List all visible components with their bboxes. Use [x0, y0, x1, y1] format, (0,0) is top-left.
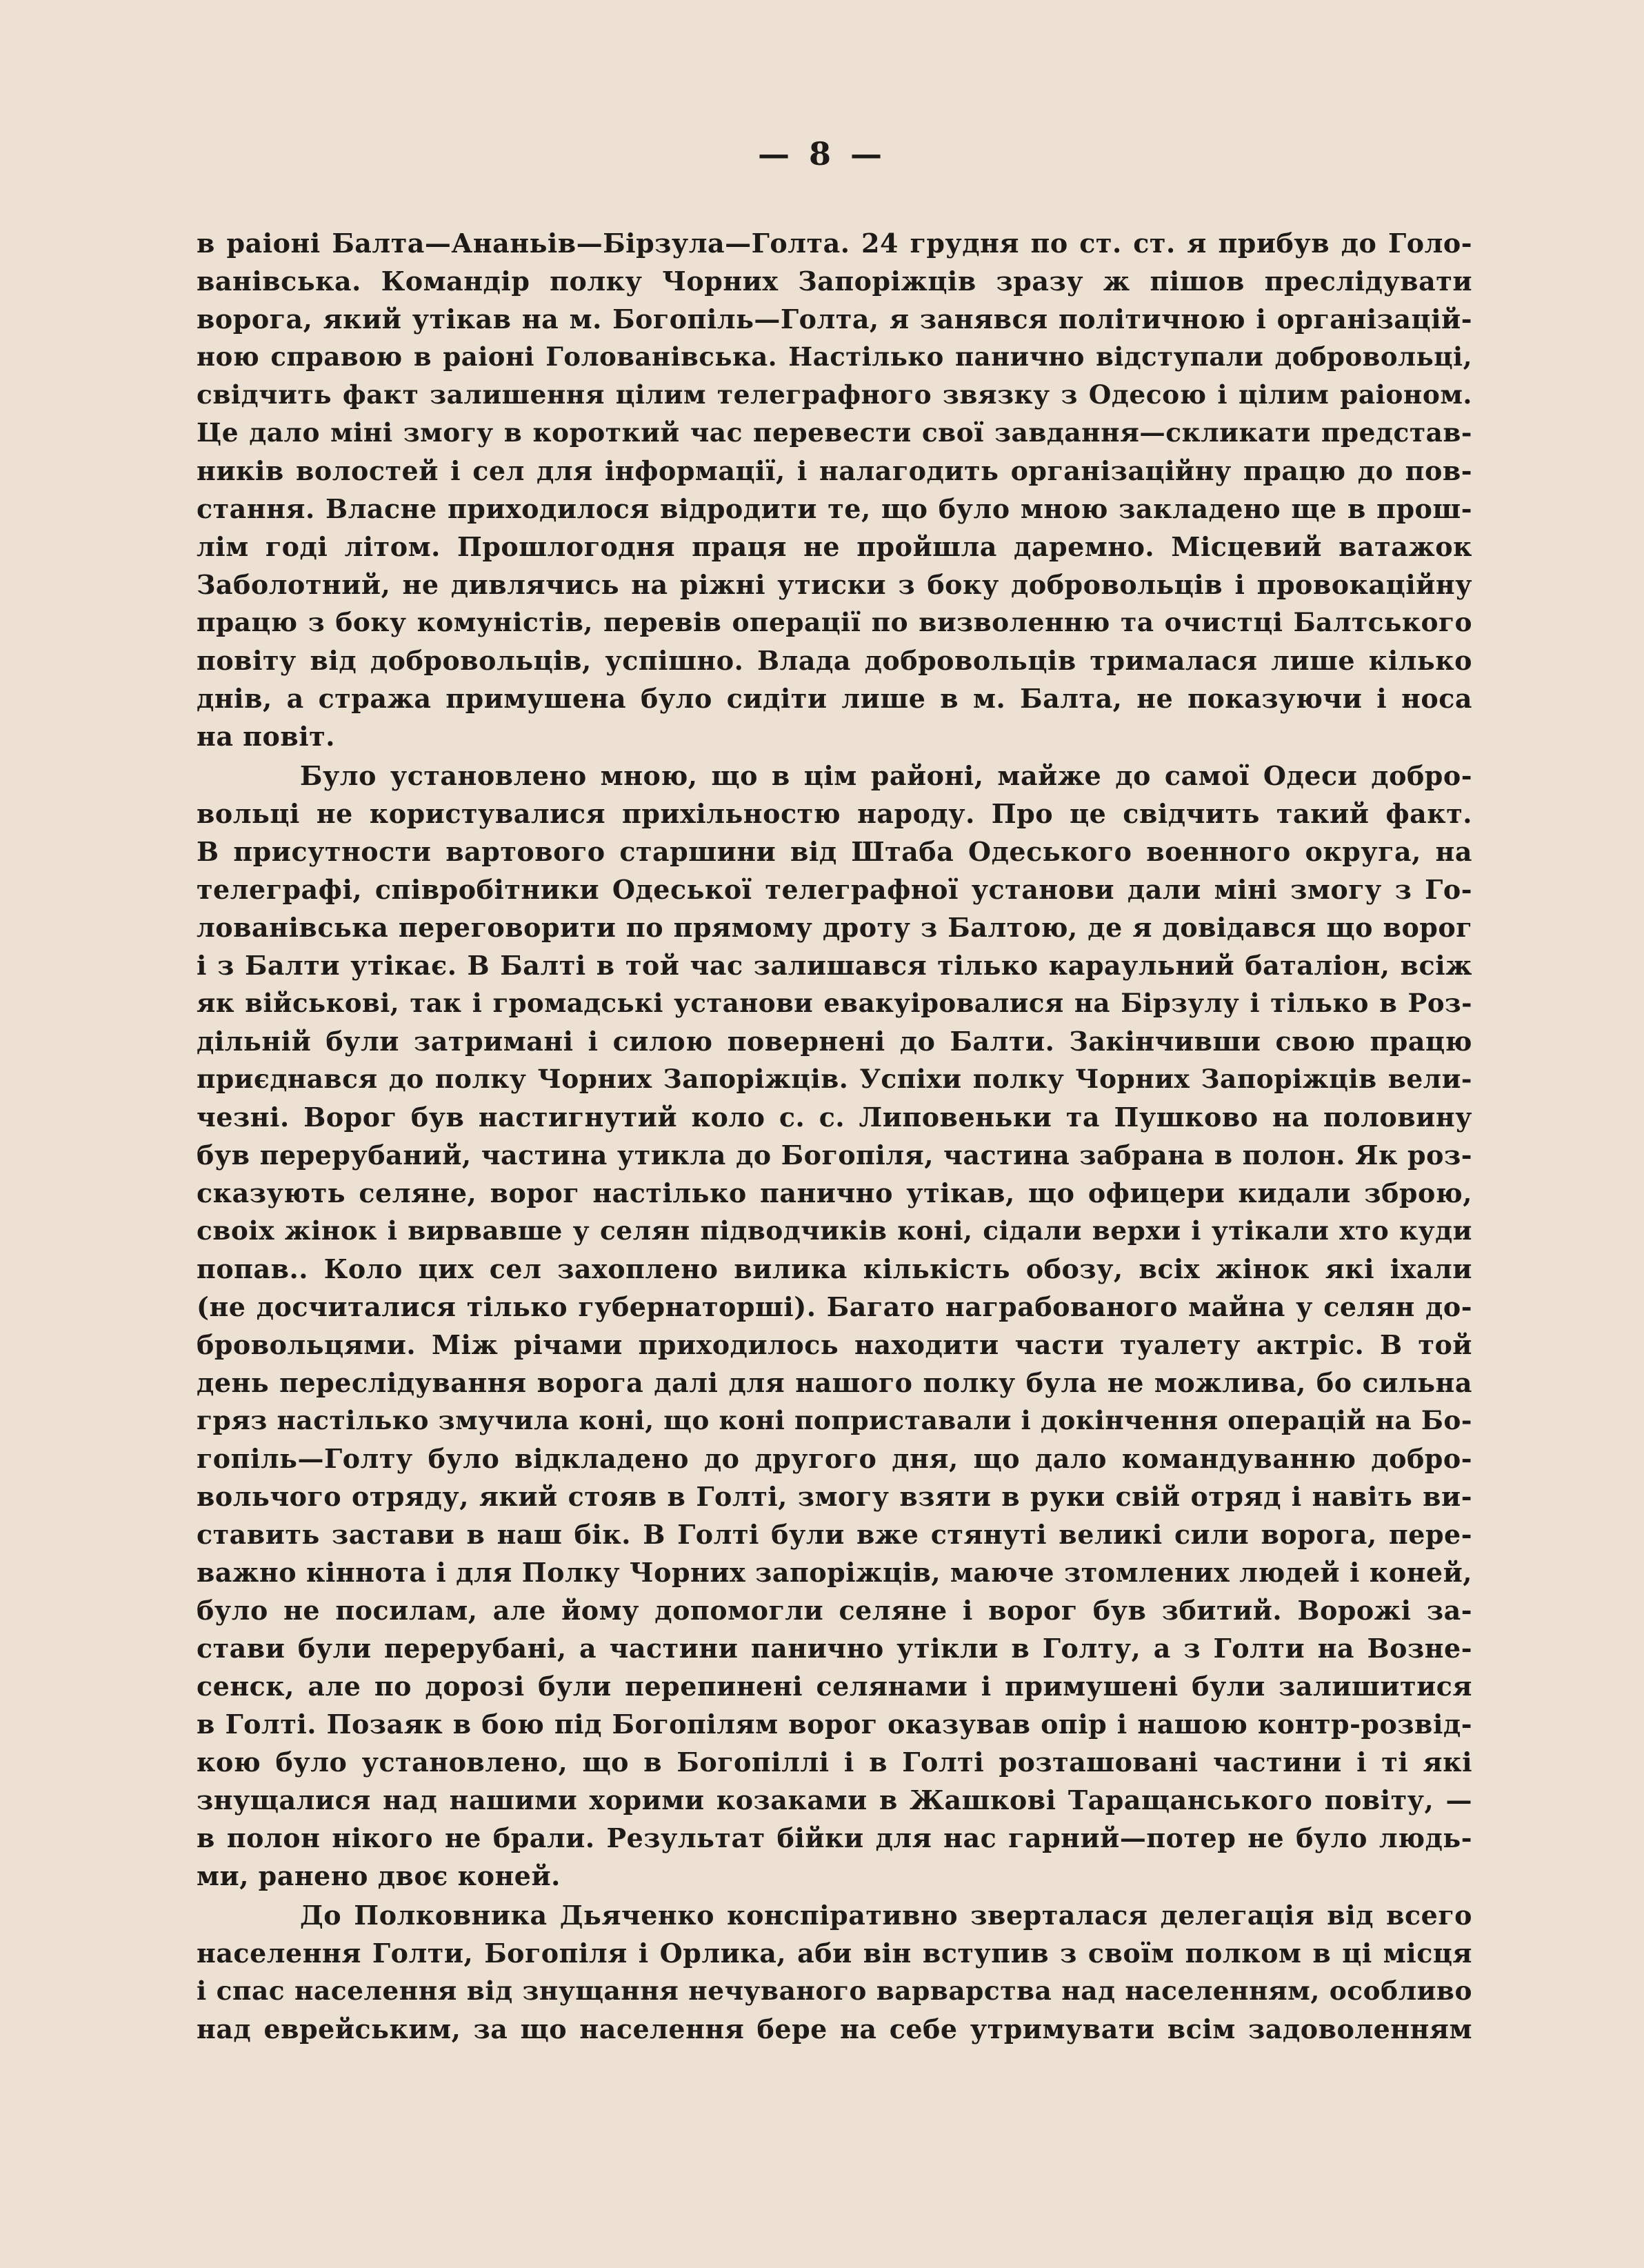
text-line: стави були перерубані, а частини панично утікли в Голту, а з Голти на Возне- — [197, 1633, 1472, 1664]
text-line: день переслідування ворога далі для нашого полку була не можлива, бо сильна — [197, 1367, 1472, 1398]
text-line: в полон нікого не брали. Результат бійки для нас гарний—потер не було людь- — [197, 1822, 1472, 1853]
text-line: ставить застави в наш бік. В Голті були вже стянуті великі сили ворога, пере- — [197, 1519, 1472, 1550]
text-line: як військові, так і громадські установи евакуіровалися на Бірзулу і тілько в Роз- — [197, 988, 1472, 1018]
text-line: в Голті. Позаяк в бою під Богопілям ворог оказував опір і нашою контр-розвід- — [197, 1709, 1472, 1740]
text-line: вольчого отряду, який стояв в Голті, змогу взяти в руки свій отряд і навіть ви- — [197, 1481, 1472, 1512]
text-line: ванівська. Командір полку Чорних Запоріжців зразу ж пішов преслідувати — [197, 266, 1472, 297]
text-line: Це дало міні змогу в короткий час перевести свої завдання—скликати представ- — [197, 417, 1472, 448]
text-line: був перерубаний, частина утикла до Богопіля, частина забрана в полон. Як роз- — [197, 1140, 1472, 1171]
text-line: на повіт. — [197, 721, 335, 752]
text-line: В присутности вартового старшини від Штаба Одеського военного округа, на — [197, 836, 1472, 867]
text-line: дільній були затримані і силою повернені до Балти. Закінчивши свою працю — [197, 1026, 1472, 1057]
text-line: над еврейським, за що населення бере на себе утримувати всім задоволенням — [197, 2013, 1472, 2045]
text-line: ною справою в раіоні Голованівська. Настілько панично відступали добровольці, — [197, 341, 1472, 372]
text-line: До Полковника Дьяченко конспіративно зверталася делегація від всего — [300, 1900, 1472, 1931]
text-line: ників волостей і сел для інформації, і налагодить організаційну працю до пов- — [197, 455, 1472, 486]
text-line: лованівська переговорити по прямому дроту з Балтою, де я довідався що ворог — [197, 912, 1472, 943]
text-line: телеграфі, співробітники Одеської телеграфної установи дали міні змогу з Го- — [197, 874, 1472, 905]
text-line: вольці не користувалися прихільностю народу. Про це свідчить такий факт. — [197, 798, 1472, 829]
text-line: гопіль—Голту було відкладено до другого дня, що дало командуванню добро- — [197, 1443, 1472, 1474]
text-line: Заболотний, не дивлячись на ріжні утиски з боку добровольців і провокаційну — [197, 569, 1472, 600]
text-line: працю з боку комуністів, перевів операції по визволенню та очистці Балтського — [197, 607, 1472, 637]
text-line: важно кіннота і для Полку Чорних запоріжців, маюче зтомлених людей і коней, — [197, 1557, 1472, 1588]
text-line: днів, а стража примушена було сидіти лише в м. Балта, не показуючи і носа — [197, 683, 1472, 714]
text-line: гряз настілько змучила коні, що коні поприставали і докінчення операцій на Бо- — [197, 1405, 1472, 1435]
paragraph — [197, 757, 1472, 1895]
text-line: і спас населення від знущання нечуваного варварства над населенням, особливо — [197, 1976, 1472, 2006]
text-line: лім годі літом. Прошлогодня праця не пройшла даремно. Місцевий ватажок — [197, 531, 1472, 562]
text-line: стання. Власне приходилося відродити те, що було мною закладено ще в прош- — [197, 493, 1472, 524]
text-line: сказують селяне, ворог настілько панично утікав, що офицери кидали зброю, — [197, 1177, 1472, 1208]
text-line: попав.. Коло цих сел захоплено вилика кількість обозу, всіх жінок які іхали — [197, 1253, 1472, 1284]
text-line: сенск, але по дорозі були перепинені селянами і примушені були залишитися — [197, 1671, 1472, 1702]
text-line: свідчить факт залишення цілим телеграфного звязку з Одесою і цілим раіоном. — [197, 379, 1472, 410]
text-line: ми, ранено двоє коней. — [197, 1860, 561, 1891]
text-line: повіту від добровольців, успішно. Влада добровольців трималася лише кілько — [197, 645, 1472, 676]
text-line: ворога, який утікав на м. Богопіль—Голта, я занявся політичною і організацій- — [197, 304, 1472, 335]
text-line: в раіоні Балта—Ананьів—Бірзула—Голта. 24 грудня по ст. ст. я прибув до Голо- — [197, 228, 1472, 259]
text-line: знущалися над нашими хорими козаками в Жашкові Таращанського повіту, — — [197, 1784, 1472, 1816]
text-line: і з Балти утікає. В Балті в той час залишався тілько караульний баталіон, всіж — [197, 950, 1472, 981]
text-line: кою було установлено, що в Богопіллі і в Голті розташовані частини і ті які — [197, 1747, 1472, 1778]
text-line: бровольцями. Між річами приходилось находити части туалету актріс. В той — [197, 1329, 1472, 1360]
text-line: чезні. Ворог був настигнутий коло с. с. Липовеньки та Пушково на половину — [197, 1102, 1472, 1133]
paragraph — [197, 224, 1472, 755]
page-number: — 8 — — [757, 135, 887, 172]
body-text — [197, 224, 1472, 2048]
text-line: приєднався до полку Чорних Запоріжців. Успіхи полку Чорних Запоріжців вели- — [197, 1064, 1472, 1094]
text-line: населення Голти, Богопіля і Орлика, аби він вступив з своїм полком в ці місця — [197, 1938, 1472, 1969]
text-line: (не досчиталися тілько губернаторші). Багато награбованого майна у селян до- — [197, 1291, 1472, 1322]
text-line: Було установлено мною, що в цім районі, майже до самої Одеси добро- — [300, 760, 1472, 791]
paragraph — [197, 1896, 1472, 2048]
text-line: своіх жінок і вирвавше у селян підводчиків коні, сідали верхи і утікали хто куди — [197, 1215, 1472, 1246]
text-line: було не посилам, але йому допомогли селяне і ворог був збитий. Ворожі за- — [197, 1595, 1472, 1626]
